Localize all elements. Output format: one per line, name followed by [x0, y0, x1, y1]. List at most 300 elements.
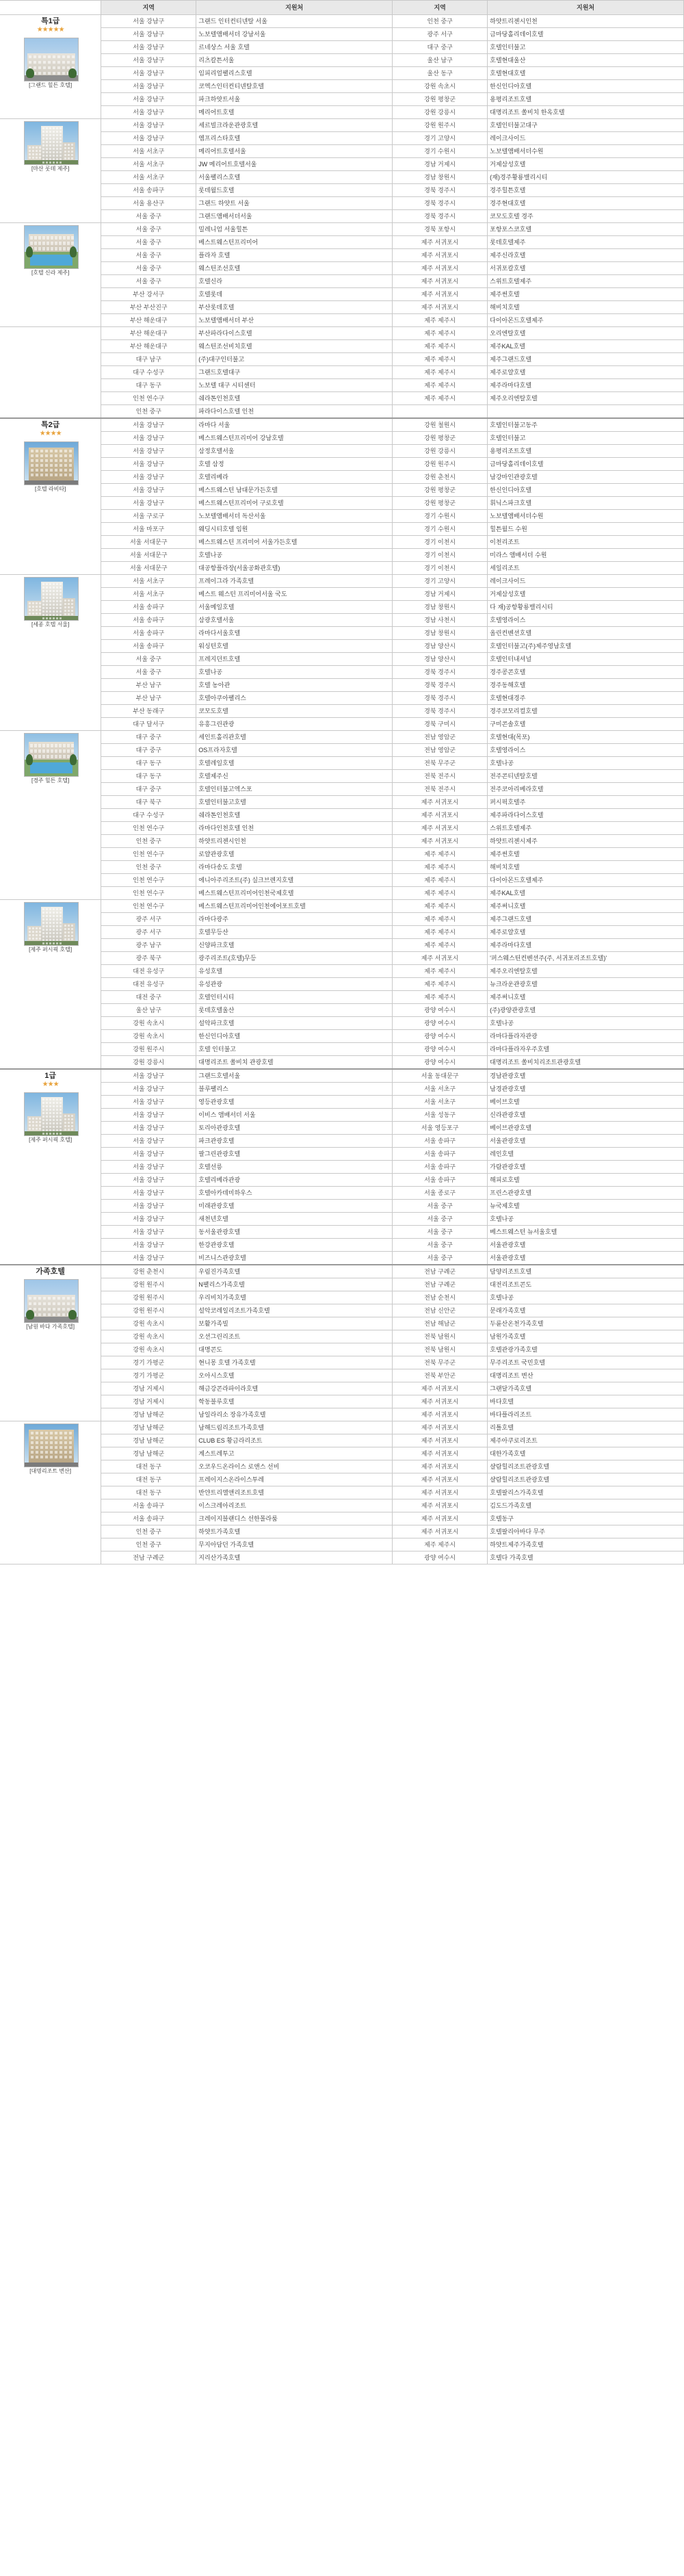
table-row: [0, 822, 684, 835]
table-row: [0, 458, 684, 471]
cell-name: 엠프리스타호텔: [196, 132, 393, 145]
cell-region: 광주 서구: [101, 913, 196, 926]
photo-cell: [0, 1265, 101, 1421]
cell-region-2: 광양 여수시: [393, 1043, 488, 1056]
table-row: [0, 744, 684, 757]
hotel-photo-card: [24, 577, 77, 628]
cell-name: 크레이지블랜디스 선한몰라룸: [196, 1512, 393, 1525]
cell-region-2: 경남 양산시: [393, 640, 488, 653]
cell-name-2: 샬람힐리조트관광호텔: [488, 1460, 684, 1473]
cell-region-2: 전남 구례군: [393, 1265, 488, 1278]
table-row: [0, 288, 684, 301]
table-row: [0, 67, 684, 80]
cell-region-2: 광주 서구: [393, 28, 488, 41]
hotel-photo-caption: [호텔 라비타]: [34, 486, 66, 492]
cell-region: 서울 서초구: [101, 575, 196, 588]
hotel-photo: [24, 225, 79, 269]
cell-region: 서울 송파구: [101, 184, 196, 197]
cell-name: 라마다광주: [196, 913, 393, 926]
cell-name-2: 전주코아리베라호텔: [488, 783, 684, 796]
cell-region: 서울 강남구: [101, 1239, 196, 1252]
cell-region: 서울 강남구: [101, 1200, 196, 1213]
cell-name-2: 레이크사이드: [488, 575, 684, 588]
cell-region-2: 전남 구례군: [393, 1278, 488, 1291]
cell-name-2: 미라스 앰배서더 수원: [488, 549, 684, 562]
cell-region-2: 강원 평창군: [393, 432, 488, 445]
cell-name: 그랜드호텔서울: [196, 1069, 393, 1083]
cell-name-2: 노보텔앰배서더수원: [488, 510, 684, 523]
cell-region-2: 제주 서귀포시: [393, 1408, 488, 1421]
cell-region-2: 제주 서귀포시: [393, 249, 488, 262]
cell-region-2: 울산 동구: [393, 67, 488, 80]
cell-region-2: 제주 제주시: [393, 379, 488, 392]
table-row: [0, 1069, 684, 1083]
cell-region: 서울 송파구: [101, 640, 196, 653]
grade-label: 1급: [44, 1072, 56, 1080]
cell-name-2: 호텔현대울산: [488, 54, 684, 67]
table-row: [0, 653, 684, 666]
table-row: [0, 848, 684, 861]
grade-label: 가족호텔: [36, 1267, 65, 1276]
table-row: [0, 327, 684, 340]
cell-name-2: 가람관광호텔: [488, 1161, 684, 1174]
table-row: [0, 991, 684, 1004]
table-row: [0, 262, 684, 275]
cell-region: 서울 강남구: [101, 41, 196, 54]
table-row: [0, 184, 684, 197]
cell-name-2: 제주KAL호텔: [488, 340, 684, 353]
table-row: [0, 432, 684, 445]
cell-name: 한신인디아호텔: [196, 1030, 393, 1043]
cell-name-2: 오리엔탈호텔: [488, 327, 684, 340]
cell-name-2: 금마당홀리데이호텔: [488, 28, 684, 41]
cell-region-2: 제주 제주시: [393, 327, 488, 340]
table-row: [0, 1447, 684, 1460]
cell-name: 파크관광호텔: [196, 1135, 393, 1148]
cell-region: 인천 중구: [101, 1538, 196, 1551]
cell-region: 대전 유성구: [101, 978, 196, 991]
cell-region-2: 제주 제주시: [393, 340, 488, 353]
cell-region: 서울 서초구: [101, 588, 196, 601]
cell-name-2: 이천리조트: [488, 536, 684, 549]
cell-name: 호텔 인터불고: [196, 1043, 393, 1056]
cell-name: 호텔나공: [196, 549, 393, 562]
cell-region-2: 전남 영암군: [393, 731, 488, 744]
table-row: [0, 718, 684, 731]
cell-region-2: 광양 여수시: [393, 1056, 488, 1070]
cell-name-2: 담양리조트호텔: [488, 1265, 684, 1278]
cell-name-2: 대명리조트 쏠비치 한옥호텔: [488, 106, 684, 119]
cell-name-2: 스위트호텔제주: [488, 822, 684, 835]
cell-name: 베스트웨스턴프리미어인천에어포트호텔: [196, 900, 393, 913]
table-row: [0, 366, 684, 379]
cell-name: 호텔제주신: [196, 770, 393, 783]
cell-region: 서울 강남구: [101, 432, 196, 445]
cell-region-2: 강원 평창군: [393, 93, 488, 106]
cell-name: 라마다 서울: [196, 418, 393, 432]
cell-name-2: 금마당홀리데이호텔: [488, 458, 684, 471]
cell-name-2: [488, 405, 684, 419]
cell-region-2: 제주 제주시: [393, 1538, 488, 1551]
table-row: [0, 1122, 684, 1135]
table-row: [0, 418, 684, 432]
cell-region: 서울 강남구: [101, 497, 196, 510]
table-row: [0, 301, 684, 314]
table-row: [0, 1395, 684, 1408]
table-row: [0, 1551, 684, 1564]
table-row: [0, 1200, 684, 1213]
cell-region-2: 제주 서귀포시: [393, 262, 488, 275]
cell-region-2: 제주 서귀포시: [393, 1434, 488, 1447]
cell-region-2: 제주 제주시: [393, 991, 488, 1004]
table-row: [0, 405, 684, 419]
cell-name-2: 한신인디아호텔: [488, 484, 684, 497]
cell-name: 서울메일호텔: [196, 601, 393, 614]
cell-region: 서울 용산구: [101, 197, 196, 210]
cell-name-2: 하얏트리젠시제주: [488, 835, 684, 848]
cell-name-2: 호텔인터불고: [488, 41, 684, 54]
cell-name: 롯데호텔울산: [196, 1004, 393, 1017]
table-row: [0, 1434, 684, 1447]
cell-region-2: 전북 부안군: [393, 1369, 488, 1382]
cell-region: 경남 남해군: [101, 1447, 196, 1460]
table-row: [0, 809, 684, 822]
cell-region-2: 경기 고양시: [393, 132, 488, 145]
cell-name-2: 그랜달가족호텔: [488, 1382, 684, 1395]
cell-name-2: 호텔나공: [488, 1017, 684, 1030]
cell-region: 대구 동구: [101, 379, 196, 392]
hotel-photo: [24, 733, 79, 777]
grade-stars: ★★★★★: [36, 26, 64, 34]
table-row: [0, 1109, 684, 1122]
cell-name-2: 제주아쿠로리조트: [488, 1434, 684, 1447]
grade-label: 특1급: [40, 17, 60, 25]
cell-region: 대전 동구: [101, 1460, 196, 1473]
cell-region: 대구 중구: [101, 783, 196, 796]
cell-region: 대전 동구: [101, 1473, 196, 1486]
cell-region: 부산 부산진구: [101, 301, 196, 314]
table-row: [0, 679, 684, 692]
cell-name: 대공항플라장(서울공화관호텔): [196, 562, 393, 575]
cell-name: 남일라리소 장유가족호텔: [196, 1408, 393, 1421]
cell-region: 대전 동구: [101, 1486, 196, 1499]
cell-name-2: 호텔동구: [488, 1512, 684, 1525]
cell-name: 워싱턴호텔: [196, 640, 393, 653]
cell-region: 강원 원주시: [101, 1291, 196, 1304]
cell-name-2: 코모도호텔 경주: [488, 210, 684, 223]
table-row: [0, 223, 684, 236]
cell-name-2: 호텔인터내셔널: [488, 653, 684, 666]
table-row: [0, 601, 684, 614]
cell-region: 강원 속초시: [101, 1330, 196, 1343]
cell-name: 임피리얼팰리스호텔: [196, 67, 393, 80]
cell-region-2: 전북 남원시: [393, 1330, 488, 1343]
cell-name-2: 포항포스코호텔: [488, 223, 684, 236]
table-row: [0, 236, 684, 249]
cell-region: 서울 중구: [101, 666, 196, 679]
cell-name: 웨딩시티호텔 임원: [196, 523, 393, 536]
cell-region: 서울 강남구: [101, 119, 196, 132]
cell-region: 서울 서대문구: [101, 549, 196, 562]
cell-region: 서울 강남구: [101, 67, 196, 80]
cell-name: 파라다이스호텔 인천: [196, 405, 393, 419]
cell-name-2: 제주그랜드호텔: [488, 913, 684, 926]
cell-region: 부산 해운대구: [101, 340, 196, 353]
table-row: [0, 353, 684, 366]
table-row: [0, 1421, 684, 1434]
cell-name: 호텔아쿠아팰리스: [196, 692, 393, 705]
table-row: [0, 562, 684, 575]
cell-region-2: 전남 해남군: [393, 1317, 488, 1330]
table-row: [0, 314, 684, 327]
cell-name: 라마다송도 호텔: [196, 861, 393, 874]
cell-region: 서울 중구: [101, 249, 196, 262]
cell-name-2: 제주써니호텔: [488, 900, 684, 913]
cell-name: 이스크레아리조트: [196, 1499, 393, 1512]
table-row: [0, 1096, 684, 1109]
cell-region-2: 제주 서귀포시: [393, 809, 488, 822]
cell-name-2: 서울관광호텔: [488, 1239, 684, 1252]
cell-region-2: 서울 송파구: [393, 1135, 488, 1148]
table-row: [0, 588, 684, 601]
table-row: [0, 275, 684, 288]
cell-region-2: 서울 중구: [393, 1252, 488, 1265]
cell-region-2: 울산 남구: [393, 54, 488, 67]
hotel-photo-caption: [제주 퍼시픽 호텔]: [29, 946, 73, 953]
cell-name: 롯데월드호텔: [196, 184, 393, 197]
cell-name-2: 호텔나공: [488, 1213, 684, 1226]
cell-region: 경남 남해군: [101, 1408, 196, 1421]
cell-name-2: 스위트호텔제주: [488, 275, 684, 288]
cell-name: 그랜드 인터컨티넨탈 서울: [196, 15, 393, 28]
cell-name: 호텔리베라관광: [196, 1174, 393, 1187]
cell-region-2: 전북 남원시: [393, 1343, 488, 1356]
cell-region-2: 강원 평창군: [393, 484, 488, 497]
cell-name: 리츠칼튼서울: [196, 54, 393, 67]
cell-region-2: 제주 제주시: [393, 366, 488, 379]
cell-region: 대구 달서구: [101, 718, 196, 731]
cell-region: 서울 강남구: [101, 1148, 196, 1161]
cell-region-2: 제주 서귀포시: [393, 288, 488, 301]
table-row: [0, 1525, 684, 1538]
cell-name: 하얏트리젠시인천: [196, 835, 393, 848]
table-row: [0, 510, 684, 523]
table-row: [0, 1356, 684, 1369]
cell-region-2: 서울 서초구: [393, 1096, 488, 1109]
cell-name: 그랜드호텔대구: [196, 366, 393, 379]
cell-region: 강원 원주시: [101, 1304, 196, 1317]
cell-name-2: 문래가족호텔: [488, 1304, 684, 1317]
cell-name-2: 뉴국제호텔: [488, 1200, 684, 1213]
cell-name-2: 두륜산온천가족호텔: [488, 1317, 684, 1330]
hotel-photo-card: [24, 121, 77, 172]
table-row: [0, 1265, 684, 1278]
cell-region: 서울 강남구: [101, 93, 196, 106]
cell-region: 부산 해운대구: [101, 327, 196, 340]
table-row: [0, 783, 684, 796]
table-row: [0, 158, 684, 171]
cell-name-2: 제주그랜드호텔: [488, 353, 684, 366]
cell-region-2: 서울 성동구: [393, 1109, 488, 1122]
cell-name-2: 호텔현대경주: [488, 692, 684, 705]
cell-name-2: 다이아몬드호텔제주: [488, 874, 684, 887]
cell-region: 서울 강남구: [101, 1226, 196, 1239]
table-row: [0, 1317, 684, 1330]
cell-name: 메리어트호텔서울: [196, 145, 393, 158]
cell-region: 서울 강남구: [101, 1174, 196, 1187]
table-row: [0, 1043, 684, 1056]
cell-name-2: 올린컨벤션호텔: [488, 627, 684, 640]
cell-region: 서울 강남구: [101, 132, 196, 145]
cell-region: 부산 동래구: [101, 705, 196, 718]
table-row: [0, 952, 684, 965]
cell-region-2: 경남 창원시: [393, 627, 488, 640]
table-row: [0, 1017, 684, 1030]
cell-name: 광주리조트(호텔)무등: [196, 952, 393, 965]
table-row: [0, 1460, 684, 1473]
cell-name: 호텔인터시티: [196, 991, 393, 1004]
cell-name-2: 베이브관광호텔: [488, 1122, 684, 1135]
cell-name: OS프라자호텔: [196, 744, 393, 757]
cell-name-2: 서울관광호텔: [488, 1252, 684, 1265]
table-row: [0, 484, 684, 497]
cell-region-2: 경남 양산시: [393, 653, 488, 666]
cell-name-2: 롯데호텔제주: [488, 236, 684, 249]
cell-name: 무지아담던 가족호텔: [196, 1538, 393, 1551]
cell-name-2: 남강마인관광호텔: [488, 471, 684, 484]
cell-region-2: 경기 고양시: [393, 575, 488, 588]
hotel-photo: [24, 577, 79, 621]
table-row: [0, 249, 684, 262]
hotel-photo-caption: [대명리조트 변산]: [29, 1468, 71, 1474]
cell-name-2: (주)광양관광호텔: [488, 1004, 684, 1017]
cell-region: 서울 송파구: [101, 601, 196, 614]
cell-name: 토리아관광호텔: [196, 1122, 393, 1135]
table-row: [0, 796, 684, 809]
cell-name: 그랜드 하얏트 서울: [196, 197, 393, 210]
cell-name-2: 대전리조트콘도: [488, 1278, 684, 1291]
table-row: [0, 1330, 684, 1343]
cell-region-2: 경북 경주시: [393, 197, 488, 210]
hotel-photo-caption: [그랜드 힐튼 호텔]: [29, 82, 73, 88]
cell-region: 서울 서대문구: [101, 536, 196, 549]
cell-name: 유성호텔: [196, 965, 393, 978]
cell-region: 서울 강남구: [101, 1135, 196, 1148]
cell-name-2: 하얏트리젠시인천: [488, 15, 684, 28]
cell-region: 서울 중구: [101, 262, 196, 275]
cell-region-2: 제주 제주시: [393, 848, 488, 861]
cell-region-2: 광양 여수시: [393, 1551, 488, 1564]
cell-name: 세인트홀리관호텔: [196, 731, 393, 744]
cell-name: 베스트웨스턴 프리미어 서울가든호텔: [196, 536, 393, 549]
cell-region: 인천 연수구: [101, 900, 196, 913]
cell-name-2: 경주코모리컬호텔: [488, 705, 684, 718]
cell-region: 강원 속초시: [101, 1343, 196, 1356]
cell-name: 한강관광호텔: [196, 1239, 393, 1252]
table-row: [0, 1291, 684, 1304]
table-row: [0, 757, 684, 770]
cell-name-2: 샬람힐리조트관광호텔: [488, 1473, 684, 1486]
cell-region: 서울 서초구: [101, 158, 196, 171]
cell-region-2: 강원 강릉시: [393, 445, 488, 458]
cell-region-2: 제주 제주시: [393, 939, 488, 952]
cell-name-2: 프린스관광호텔: [488, 1187, 684, 1200]
cell-name-2: 거제삼성호텔: [488, 588, 684, 601]
cell-name: 오아시스호텔: [196, 1369, 393, 1382]
cell-name: 프레이그라 가족호텔: [196, 575, 393, 588]
cell-region: 경남 거제시: [101, 1382, 196, 1395]
cell-name: 호텔 농아관: [196, 679, 393, 692]
cell-region-2: 서울 종로구: [393, 1187, 488, 1200]
cell-region: 서울 서초구: [101, 145, 196, 158]
table-row: [0, 15, 684, 28]
cell-name: 계스트레투고: [196, 1447, 393, 1460]
cell-region-2: 제주 제주시: [393, 965, 488, 978]
cell-name: 메리어트호텔: [196, 106, 393, 119]
cell-name-2: 호텔나공: [488, 757, 684, 770]
table-row: [0, 1408, 684, 1421]
table-row: [0, 1056, 684, 1070]
cell-name-2: 제주로얄호텔: [488, 926, 684, 939]
hotel-photo: [24, 441, 79, 485]
cell-name-2: 제주신라호텔: [488, 249, 684, 262]
hotel-photo-card: [24, 1424, 77, 1474]
table-row: [0, 1499, 684, 1512]
cell-region-2: 강원 강릉시: [393, 106, 488, 119]
hotel-photo: [24, 902, 79, 946]
cell-region: 서울 중구: [101, 653, 196, 666]
cell-region: 전남 구례군: [101, 1551, 196, 1564]
cell-region-2: 제주 서귀포시: [393, 822, 488, 835]
cell-region: 인천 연수구: [101, 887, 196, 900]
cell-region-2: 서울 동대문구: [393, 1069, 488, 1083]
cell-region-2: 강원 춘천시: [393, 471, 488, 484]
cell-region: 강원 강릉시: [101, 1056, 196, 1070]
cell-region-2: 강원 원주시: [393, 119, 488, 132]
table-row: [0, 54, 684, 67]
table-row: [0, 1343, 684, 1356]
cell-name-2: 리틀호텔: [488, 1421, 684, 1434]
cell-region: 인천 중구: [101, 405, 196, 419]
table-row: [0, 1148, 684, 1161]
cell-region-2: 경북 경주시: [393, 184, 488, 197]
cell-region-2: 제주 제주시: [393, 314, 488, 327]
cell-region: 서울 마포구: [101, 523, 196, 536]
cell-region: 경기 가평군: [101, 1356, 196, 1369]
hotel-photo-caption: [마산 롯데 제주]: [31, 166, 70, 172]
table-row: [0, 978, 684, 991]
cell-region-2: 경북 경주시: [393, 679, 488, 692]
cell-name-2: (재)경주황룡밸리시티: [488, 171, 684, 184]
cell-region: 인천 중구: [101, 861, 196, 874]
table-row: [0, 445, 684, 458]
table-row: [0, 1135, 684, 1148]
cell-name: 라마다서울호텔: [196, 627, 393, 640]
cell-name: 베스트 웨스턴 프리미어서울 국도: [196, 588, 393, 601]
cell-name: 베스트웨스턴프리미어인천국제호텔: [196, 887, 393, 900]
cell-region-2: 제주 서귀포시: [393, 275, 488, 288]
cell-region-2: 광양 여수시: [393, 1004, 488, 1017]
cell-name-2: 호텔현대호텔: [488, 67, 684, 80]
cell-name-2: 대한가족호텔: [488, 1447, 684, 1460]
cell-name-2: 제주썬호텔: [488, 848, 684, 861]
cell-region-2: 서울 송파구: [393, 1174, 488, 1187]
cell-name: 오션그린리조트: [196, 1330, 393, 1343]
cell-region: 강원 속초시: [101, 1317, 196, 1330]
hotel-photo: [24, 1092, 79, 1136]
cell-name-2: 호텔인터불고동주: [488, 418, 684, 432]
hotel-photo-caption: [세종 호텔 서울]: [31, 621, 70, 628]
